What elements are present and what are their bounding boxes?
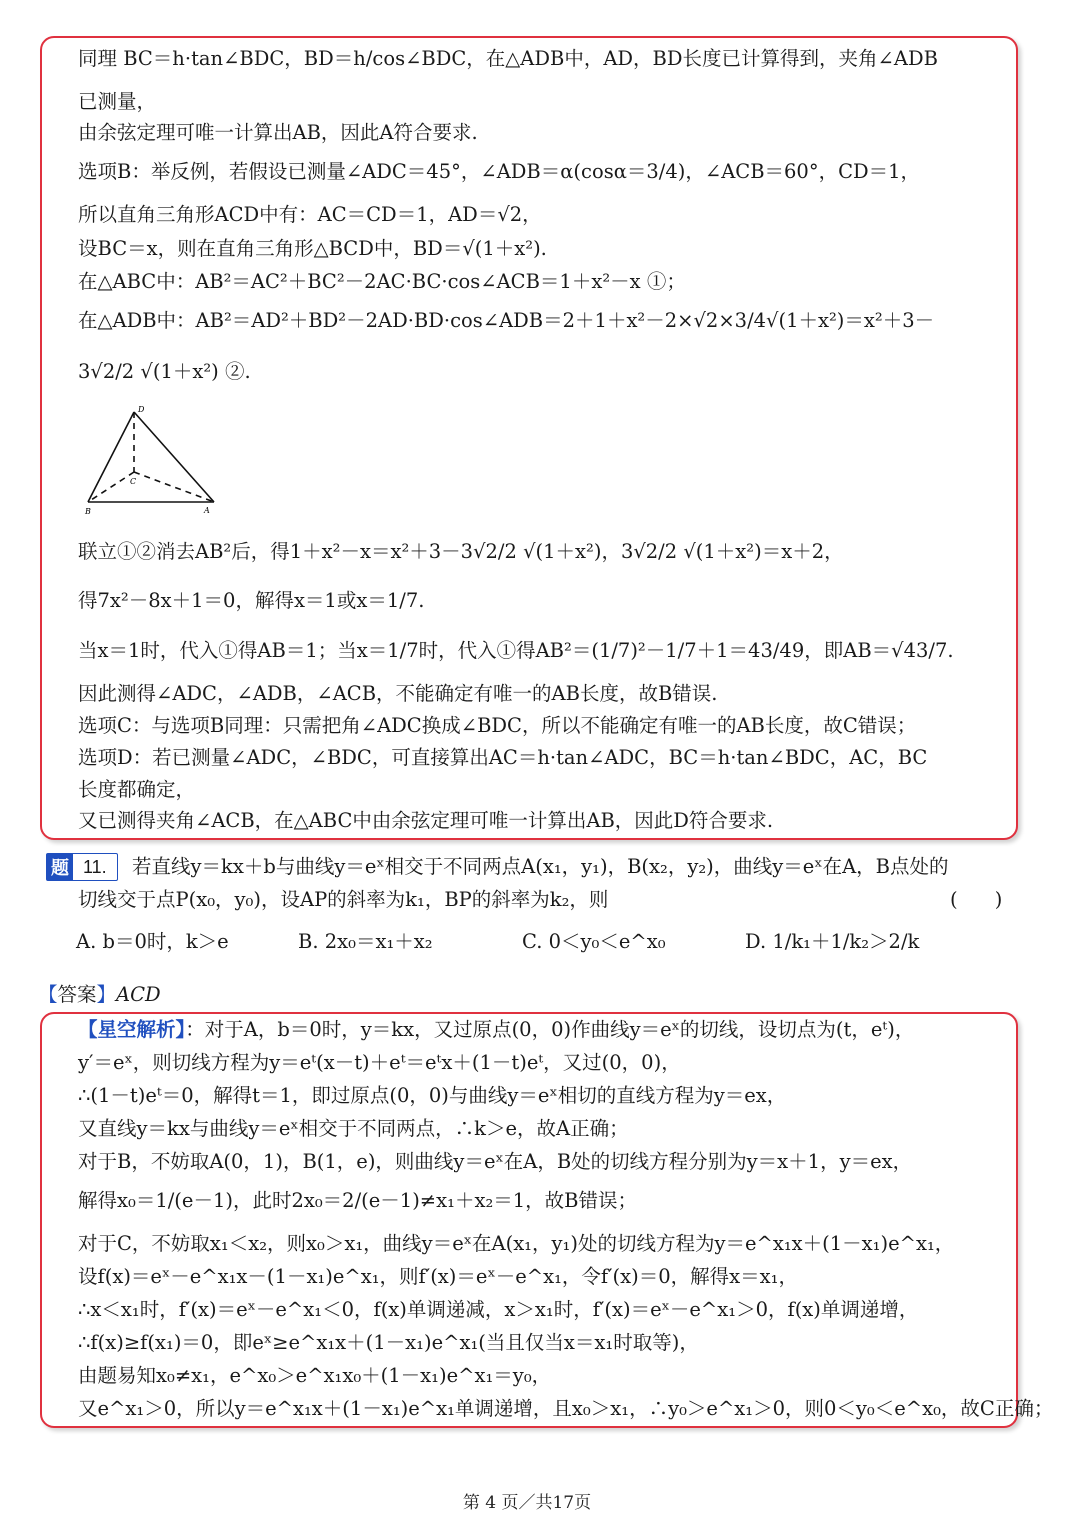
- answer-line: [38, 982, 161, 1008]
- solution-line: 选项C：与选项B同理：只需把角∠ADC换成∠BDC，所以不能确定有唯一的AB长度，故C错误；: [78, 714, 917, 737]
- solution-line: 又已测得夹角∠ACB，在△ABC中由余弦定理可唯一计算出AB，因此D符合要求.: [78, 809, 774, 832]
- choice-d: D. 1/k₁＋1/k₂＞2/k: [745, 930, 920, 953]
- solution-line: 在△ADB中：AB²＝AD²＋BD²－2AD·BD·cos∠ADB＝2＋1＋x²－2×√2×3/4√(1＋x²)＝x²＋3－: [78, 309, 935, 332]
- analysis-line: 对于C，不妨取x₁＜x₂，则x₀＞x₁，曲线y＝eˣ在A(x₁，y₁)处的切线方程为y＝e^x₁x＋(1－x₁)e^x₁，: [78, 1232, 955, 1255]
- analysis-line: 又e^x₁＞0，所以y＝e^x₁x＋(1－x₁)e^x₁单调递增，且x₀＞x₁，∴y₀＞e^x₁＞0，则0＜y₀＜e^x₀，故C正确；: [78, 1397, 1054, 1420]
- solution-line: 选项B：举反例，若假设已测量∠ADC＝45°，∠ADB＝α(cosα＝3/4)，∠ACB＝60°，CD＝1，: [78, 160, 921, 183]
- solution-line: 同理 BC＝h·tan∠BDC，BD＝h/cos∠BDC，在△ADB中，AD，BD长度已计算得到，夹角∠ADB: [78, 47, 938, 70]
- answer-word: 答案: [57, 983, 97, 1006]
- answer-value: ACD: [116, 983, 161, 1006]
- answer-blank: ( ): [950, 888, 1003, 911]
- question-text: 切线交于点P(x₀，y₀)，设AP的斜率为k₁，BP的斜率为k₂，则: [78, 888, 609, 911]
- choice-a: A. b＝0时，k＞e: [76, 930, 229, 953]
- question-text: 若直线y＝kx＋b与曲线y＝eˣ相交于不同两点A(x₁，y₁)，B(x₂，y₂)，曲线y＝eˣ在A，B点处的: [132, 855, 949, 878]
- analysis-line: ∴(1－t)eᵗ＝0，解得t＝1，即过原点(0，0)与曲线y＝eˣ相切的直线方程为y＝ex，: [78, 1084, 787, 1107]
- answer-bracket-close: 】: [96, 983, 117, 1006]
- vertex-label-a: A: [204, 506, 210, 515]
- solution-line: 长度都确定，: [78, 778, 196, 801]
- analysis-line: y′＝eˣ，则切线方程为y＝eᵗ(x－t)＋eᵗ＝eᵗx＋(1－t)eᵗ，又过(0，0)，: [78, 1051, 681, 1074]
- choice-c: C. 0＜y₀＜e^x₀: [522, 930, 666, 953]
- analysis-header: 【星空解析】: [78, 1018, 186, 1041]
- question-tag-label: 题: [47, 854, 73, 880]
- solution-line: 所以直角三角形ACD中有：AC＝CD＝1，AD＝√2，: [78, 203, 542, 226]
- question-number: 11.: [83, 856, 107, 877]
- solution-line: 在△ABC中：AB²＝AC²＋BC²－2AC·BC·cos∠ACB＝1＋x²－x ①；: [78, 270, 686, 293]
- analysis-first-line: [78, 1016, 914, 1044]
- tetrahedron-figure: [80, 402, 230, 517]
- solution-line: 当x＝1时，代入①得AB＝1；当x＝1/7时，代入①得AB²＝(1/7)²－1/7＋1＝43/49，即AB＝√43/7.: [78, 639, 954, 662]
- analysis-line: ∴f(x)≥f(x₁)＝0，即eˣ≥e^x₁x＋(1－x₁)e^x₁(当且仅当x＝x₁时取等)，: [78, 1331, 699, 1354]
- solution-line: 设BC＝x，则在直角三角形△BCD中，BD＝√(1＋x²).: [78, 237, 547, 260]
- analysis-line: 又直线y＝kx与曲线y＝eˣ相交于不同两点，∴k＞e，故A正确；: [78, 1117, 629, 1140]
- solution-line: 由余弦定理可唯一计算出AB，因此A符合要求.: [78, 121, 478, 144]
- choice-b: B. 2x₀＝x₁＋x₂: [298, 930, 433, 953]
- vertex-label-c: C: [130, 477, 137, 486]
- solution-line: 联立①②消去AB²后，得1＋x²－x＝x²＋3－3√2/2 √(1＋x²)，3√2/2 √(1＋x²)＝x＋2，: [78, 540, 844, 563]
- analysis-line: ：对于A，b＝0时，y＝kx，又过原点(0，0)作曲线y＝eˣ的切线，设切点为(t，eᵗ)，: [185, 1018, 915, 1041]
- solution-line: 3√2/2 √(1＋x²) ②.: [78, 360, 251, 383]
- answer-bracket-open: 【: [38, 983, 58, 1006]
- question-number-tag: [46, 853, 118, 881]
- solution-line: 得7x²－8x＋1＝0，解得x＝1或x＝1/7.: [78, 589, 425, 612]
- solution-line: 选项D：若已测量∠ADC，∠BDC，可直接算出AC＝h·tan∠ADC，BC＝h·tan∠BDC，AC，BC: [78, 746, 928, 769]
- analysis-line: ∴x＜x₁时，f′(x)＝eˣ－e^x₁＜0，f(x)单调递减，x＞x₁时，f′(x)＝eˣ－e^x₁＞0，f(x)单调递增，: [78, 1298, 919, 1321]
- solution-line: 因此测得∠ADC，∠ADB，∠ACB，不能确定有唯一的AB长度，故B错误.: [78, 682, 718, 705]
- analysis-line: 设f(x)＝eˣ－e^x₁x－(1－x₁)e^x₁，则f′(x)＝eˣ－e^x₁，令f′(x)＝0，解得x＝x₁，: [78, 1265, 798, 1288]
- analysis-line: 由题易知x₀≠x₁，e^x₀＞e^x₁x₀＋(1－x₁)e^x₁＝y₀，: [78, 1364, 552, 1387]
- analysis-line: 对于B，不妨取A(0，1)，B(1，e)，则曲线y＝eˣ在A，B处的切线方程分别为y＝x＋1，y＝ex，: [78, 1150, 913, 1173]
- analysis-line: 解得x₀＝1/(e－1)，此时2x₀＝2/(e－1)≠x₁＋x₂＝1，故B错误；: [78, 1189, 638, 1212]
- solution-line: 已测量，: [78, 90, 157, 113]
- vertex-label-b: B: [85, 507, 91, 516]
- vertex-label-d: D: [138, 405, 145, 414]
- page-footer: 第 4 页／共17页: [462, 1493, 592, 1513]
